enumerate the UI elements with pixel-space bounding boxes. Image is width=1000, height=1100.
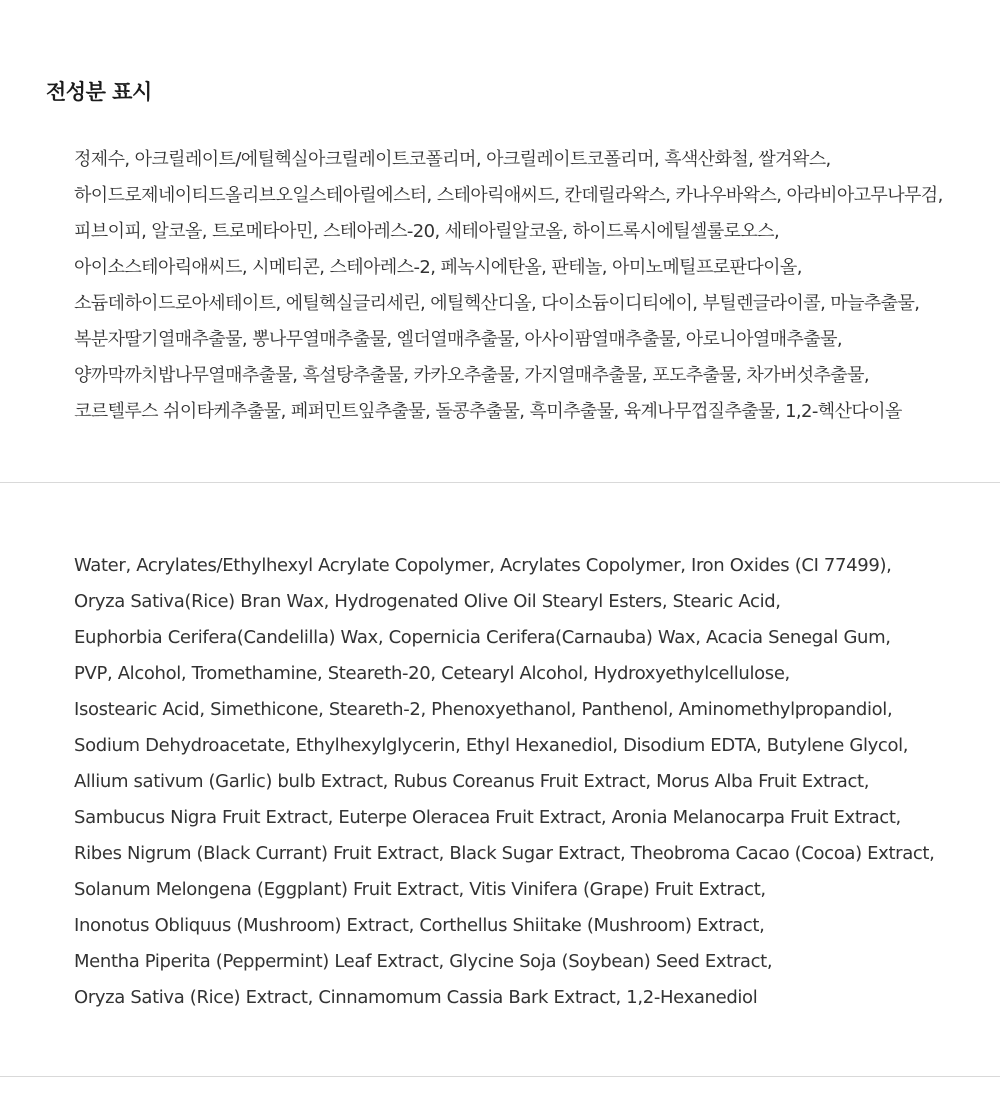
english-ingredient-line: Sambucus Nigra Fruit Extract, Euterpe Oleracea Fruit Extract, Aronia Melanocarpa Fruit Extract,	[74, 807, 901, 828]
english-ingredient-line: Allium sativum (Garlic) bulb Extract, Rubus Coreanus Fruit Extract, Morus Alba Fruit Extract,	[74, 771, 870, 792]
english-ingredient-line: Inonotus Obliquus (Mushroom) Extract, Corthellus Shiitake (Mushroom) Extract,	[74, 915, 765, 936]
english-ingredient-line: Oryza Sativa(Rice) Bran Wax, Hydrogenated Olive Oil Stearyl Esters, Stearic Acid,	[74, 591, 781, 612]
korean-ingredient-line: 아이소스테아릭애씨드, 시메티콘, 스테아레스-2, 페녹시에탄올, 판테놀, 아미노메틸프로판다이올,	[74, 257, 802, 278]
korean-ingredient-line: 하이드로제네이티드올리브오일스테아릴에스터, 스테아릭애씨드, 칸데릴라왁스, 카나우바왁스, 아라비아고무나무검,	[74, 185, 943, 206]
page-title: 전성분 표시	[46, 80, 152, 104]
english-ingredient-line: Sodium Dehydroacetate, Ethylhexylglycerin, Ethyl Hexanediol, Disodium EDTA, Butylene Glycol,	[74, 735, 909, 756]
section-divider	[0, 482, 1000, 483]
english-ingredient-line: Solanum Melongena (Eggplant) Fruit Extract, Vitis Vinifera (Grape) Fruit Extract,	[74, 879, 766, 900]
english-ingredient-line: PVP, Alcohol, Tromethamine, Steareth-20, Cetearyl Alcohol, Hydroxyethylcellulose,	[74, 663, 790, 684]
korean-ingredient-line: 양까막까치밥나무열매추출물, 흑설탕추출물, 카카오추출물, 가지열매추출물, 포도추출물, 차가버섯추출물,	[74, 365, 870, 386]
korean-ingredient-line: 소듐데하이드로아세테이트, 에틸헥실글리세린, 에틸헥산디올, 다이소듐이디티에이, 부틸렌글라이콜, 마늘추출물,	[74, 293, 920, 314]
korean-ingredient-line: 복분자딸기열매추출물, 뽕나무열매추출물, 엘더열매추출물, 아사이팜열매추출물, 아로니아열매추출물,	[74, 329, 842, 350]
korean-ingredient-line: 코르텔루스 쉬이타케추출물, 페퍼민트잎추출물, 돌콩추출물, 흑미추출물, 육계나무껍질추출물, 1,2-헥산다이올	[74, 401, 902, 422]
english-ingredient-list	[74, 548, 974, 1016]
english-ingredient-line: Ribes Nigrum (Black Currant) Fruit Extract, Black Sugar Extract, Theobroma Cacao (Cocoa) Extract,	[74, 843, 935, 864]
english-ingredient-line: Isostearic Acid, Simethicone, Steareth-2, Phenoxyethanol, Panthenol, Aminomethylpropandiol,	[74, 699, 893, 720]
english-ingredient-line: Mentha Piperita (Peppermint) Leaf Extract, Glycine Soja (Soybean) Seed Extract,	[74, 951, 773, 972]
korean-ingredient-line: 피브이피, 알코올, 트로메타아민, 스테아레스-20, 세테아릴알코올, 하이드록시에틸셀룰로오스,	[74, 221, 780, 242]
korean-ingredient-list	[74, 142, 974, 430]
english-ingredient-line: Oryza Sativa (Rice) Extract, Cinnamomum Cassia Bark Extract, 1,2-Hexanediol	[74, 987, 758, 1008]
english-ingredient-line: Euphorbia Cerifera(Candelilla) Wax, Copernicia Cerifera(Carnauba) Wax, Acacia Senegal Gum,	[74, 627, 891, 648]
section-divider	[0, 1076, 1000, 1077]
english-ingredient-line: Water, Acrylates/Ethylhexyl Acrylate Copolymer, Acrylates Copolymer, Iron Oxides (CI 77499),	[74, 555, 892, 576]
korean-ingredient-line: 정제수, 아크릴레이트/에틸헥실아크릴레이트코폴리머, 아크릴레이트코폴리머, 흑색산화철, 쌀겨왁스,	[74, 149, 831, 170]
